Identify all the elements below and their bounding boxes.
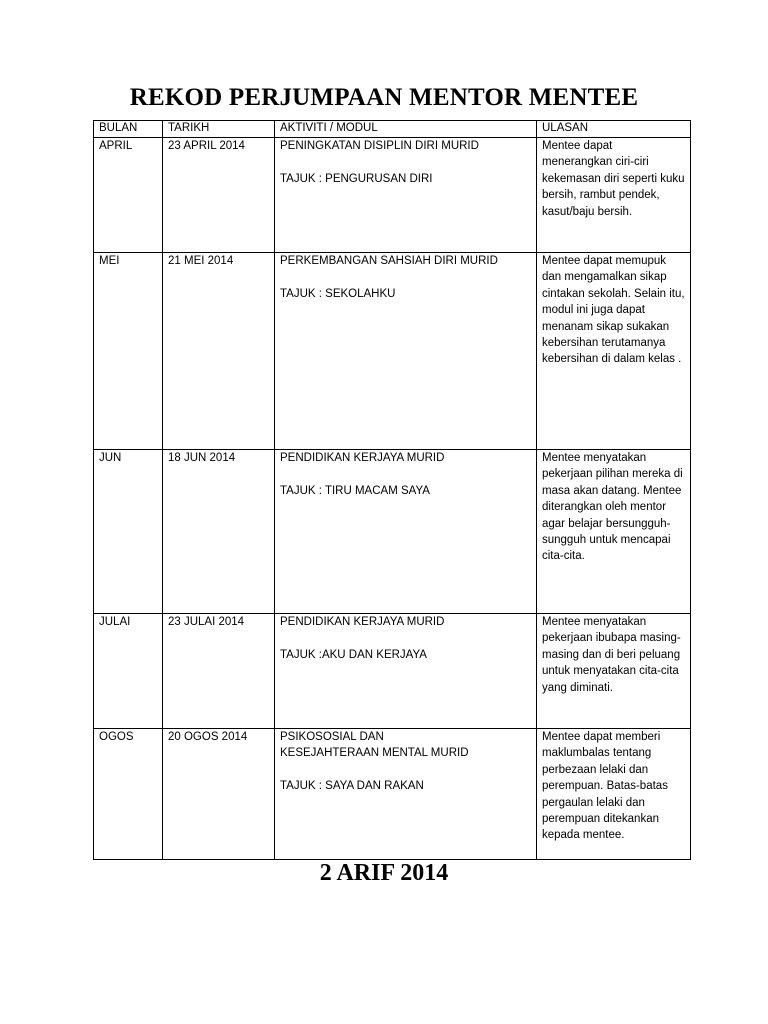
footer-caption: 2 ARIF 2014 (319, 860, 449, 886)
page-title: REKOD PERJUMPAAN MENTOR MENTEE (129, 84, 639, 111)
cell-aktiviti (275, 450, 537, 614)
header-aktiviti-modul: AKTIVITI / MODUL (275, 121, 537, 138)
cell-ulasan (537, 253, 691, 450)
table-row (94, 450, 691, 614)
cell-aktiviti (275, 138, 537, 253)
cell-aktiviti (275, 253, 537, 450)
cell-aktiviti (275, 729, 537, 860)
cell-ulasan (537, 450, 691, 614)
cell-tarikh: 23 JULAI 2014 (163, 614, 275, 729)
cell-tarikh: 18 JUN 2014 (163, 450, 275, 614)
activity-module-name: PENINGKATAN DISIPLIN DIRI MURID (280, 140, 479, 152)
table-header-row (94, 121, 691, 138)
review-text: Mentee dapat memberi maklumbalas tentang perbezaan lelaki dan perempuan. Batas-batas pergaulan lelaki dan perempuan ditekankan kepada mentee. (542, 731, 668, 842)
cell-bulan: JUN (94, 450, 163, 614)
activity-topic: TAJUK : PENGURUSAN DIRI (280, 172, 433, 185)
activity-module-name: PSIKOSOSIAL DAN KESEJAHTERAAN MENTAL MURID (280, 731, 469, 760)
table-row (94, 729, 691, 860)
activity-topic: TAJUK :AKU DAN KERJAYA (280, 648, 427, 661)
cell-bulan: MEI (94, 253, 163, 450)
activity-topic: TAJUK : TIRU MACAM SAYA (280, 484, 430, 497)
cell-bulan: OGOS (94, 729, 163, 860)
table-row (94, 138, 691, 253)
review-text: Mentee dapat menerangkan ciri-ciri kekemasan diri seperti kuku bersih, rambut pendek, kasut/baju bersih. (542, 140, 685, 218)
cell-ulasan (537, 614, 691, 729)
review-text: Mentee menyatakan pekerjaan ibubapa masing-masing dan di beri peluang untuk menyatakan cita-cita yang diminati. (542, 616, 681, 694)
mentor-mentee-record-table (93, 120, 691, 860)
activity-module-name: PERKEMBANGAN SAHSIAH DIRI MURID (280, 255, 498, 267)
cell-ulasan (537, 729, 691, 860)
cell-ulasan (537, 138, 691, 253)
header-ulasan: ULASAN (537, 121, 691, 138)
cell-tarikh: 20 OGOS 2014 (163, 729, 275, 860)
header-bulan: BULAN (94, 121, 163, 138)
review-text: Mentee menyatakan pekerjaan pilihan mereka di masa akan datang. Mentee diterangkan oleh mentor agar belajar bersungguh-sungguh untuk mencapai cita-cita. (542, 452, 683, 563)
cell-bulan: APRIL (94, 138, 163, 253)
activity-module-name: PENDIDIKAN KERJAYA MURID (280, 616, 445, 628)
cell-bulan: JULAI (94, 614, 163, 729)
cell-tarikh: 21 MEI 2014 (163, 253, 275, 450)
table-row (94, 614, 691, 729)
header-tarikh: TARIKH (163, 121, 275, 138)
cell-aktiviti (275, 614, 537, 729)
cell-tarikh: 23 APRIL 2014 (163, 138, 275, 253)
activity-topic: TAJUK : SEKOLAHKU (280, 287, 396, 300)
table-row (94, 253, 691, 450)
activity-module-name: PENDIDIKAN KERJAYA MURID (280, 452, 445, 464)
activity-topic: TAJUK : SAYA DAN RAKAN (280, 780, 424, 793)
review-text: Mentee dapat memupuk dan mengamalkan sikap cintakan sekolah. Selain itu, modul ini juga dapat menanam sikap sukakan kebersihan terutamanya kebersihan di dalam kelas . (542, 255, 685, 366)
